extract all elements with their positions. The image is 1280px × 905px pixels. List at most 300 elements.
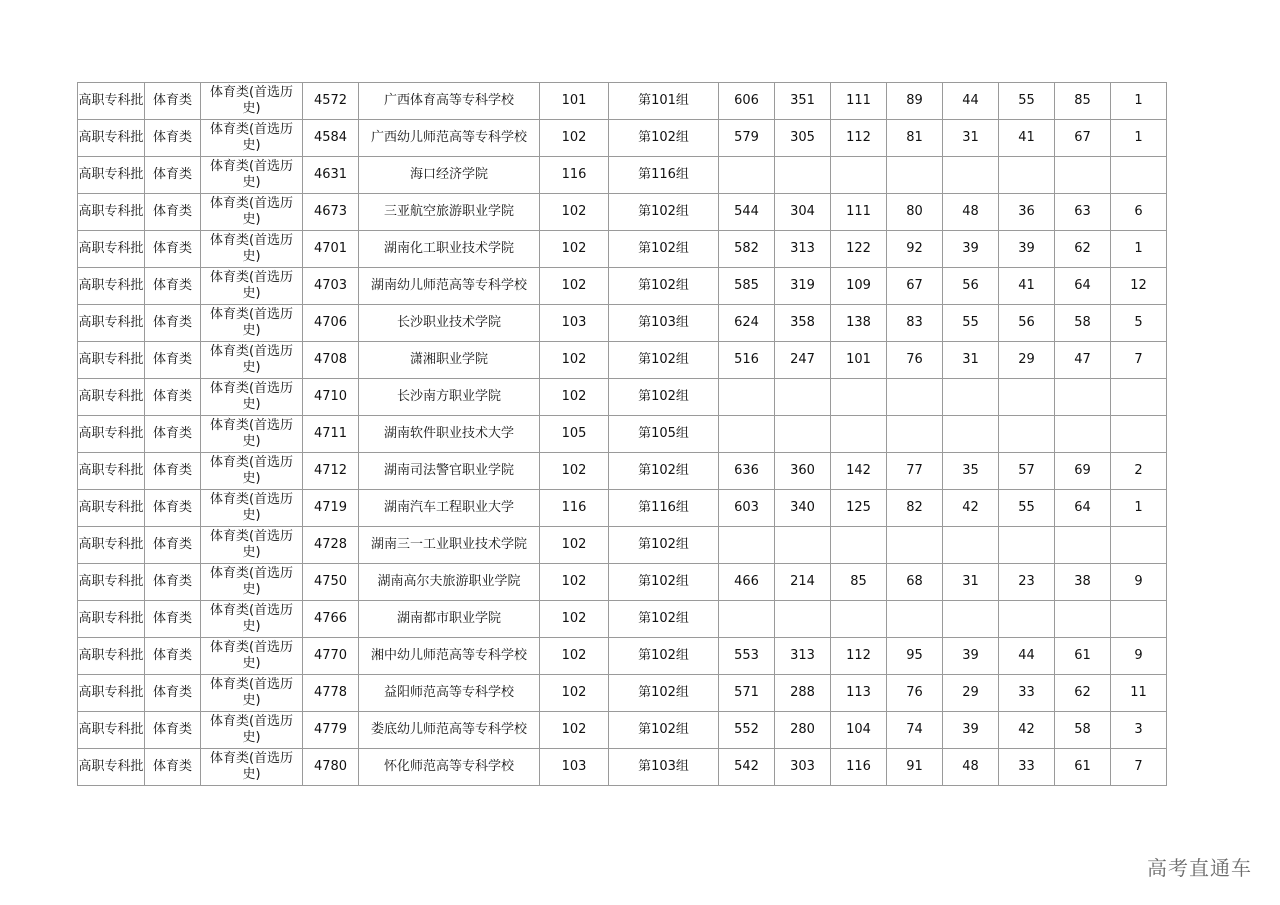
- score-cell: 31: [943, 342, 999, 379]
- group-name-cell: 第102组: [609, 712, 719, 749]
- group-name-cell: 第102组: [609, 120, 719, 157]
- score-cell: 58: [1055, 305, 1111, 342]
- table-row: [78, 416, 1167, 453]
- category-cell: 体育类: [145, 564, 201, 601]
- score-cell: 305: [775, 120, 831, 157]
- school-name-cell: 湖南三一工业职业技术学院: [359, 527, 540, 564]
- score-cell: [999, 527, 1055, 564]
- group-name-cell: 第102组: [609, 268, 719, 305]
- table-body: [78, 83, 1167, 786]
- subject-cell: 体育类(首选历史): [201, 638, 303, 675]
- table-row: [78, 749, 1167, 786]
- category-cell: 体育类: [145, 490, 201, 527]
- group-name-cell: 第102组: [609, 194, 719, 231]
- table-row: [78, 601, 1167, 638]
- table-row: [78, 490, 1167, 527]
- group-code-cell: 102: [540, 527, 609, 564]
- category-cell: 体育类: [145, 379, 201, 416]
- batch-cell: 高职专科批: [78, 268, 145, 305]
- group-code-cell: 116: [540, 157, 609, 194]
- score-cell: 33: [999, 675, 1055, 712]
- group-code-cell: 102: [540, 342, 609, 379]
- score-cell: 76: [887, 342, 943, 379]
- school-name-cell: 湖南高尔夫旅游职业学院: [359, 564, 540, 601]
- table-row: [78, 675, 1167, 712]
- score-cell: [887, 601, 943, 638]
- school-name-cell: 湖南软件职业技术大学: [359, 416, 540, 453]
- category-cell: 体育类: [145, 712, 201, 749]
- score-cell: 82: [887, 490, 943, 527]
- subject-cell: 体育类(首选历史): [201, 268, 303, 305]
- score-cell: 41: [999, 120, 1055, 157]
- score-cell: 582: [719, 231, 775, 268]
- score-cell: 80: [887, 194, 943, 231]
- group-code-cell: 102: [540, 638, 609, 675]
- count-cell: 1: [1111, 231, 1167, 268]
- school-code-cell: 4770: [303, 638, 359, 675]
- school-code-cell: 4710: [303, 379, 359, 416]
- score-cell: [1055, 157, 1111, 194]
- score-cell: 603: [719, 490, 775, 527]
- score-cell: 39: [943, 638, 999, 675]
- group-code-cell: 102: [540, 675, 609, 712]
- school-code-cell: 4712: [303, 453, 359, 490]
- score-cell: 64: [1055, 490, 1111, 527]
- group-name-cell: 第116组: [609, 157, 719, 194]
- score-cell: 23: [999, 564, 1055, 601]
- score-cell: [943, 527, 999, 564]
- school-name-cell: 广西体育高等专科学校: [359, 83, 540, 120]
- batch-cell: 高职专科批: [78, 416, 145, 453]
- school-name-cell: 湖南汽车工程职业大学: [359, 490, 540, 527]
- batch-cell: 高职专科批: [78, 379, 145, 416]
- group-name-cell: 第102组: [609, 527, 719, 564]
- score-cell: [1055, 416, 1111, 453]
- school-code-cell: 4701: [303, 231, 359, 268]
- score-cell: [831, 527, 887, 564]
- school-name-cell: 娄底幼儿师范高等专科学校: [359, 712, 540, 749]
- score-cell: 31: [943, 120, 999, 157]
- school-name-cell: 广西幼儿师范高等专科学校: [359, 120, 540, 157]
- score-cell: 95: [887, 638, 943, 675]
- score-cell: 62: [1055, 675, 1111, 712]
- school-name-cell: 湖南化工职业技术学院: [359, 231, 540, 268]
- score-cell: 340: [775, 490, 831, 527]
- score-cell: [943, 601, 999, 638]
- group-name-cell: 第101组: [609, 83, 719, 120]
- group-code-cell: 102: [540, 453, 609, 490]
- score-cell: 31: [943, 564, 999, 601]
- group-code-cell: 102: [540, 194, 609, 231]
- table-row: [78, 527, 1167, 564]
- group-name-cell: 第102组: [609, 379, 719, 416]
- score-cell: 44: [943, 83, 999, 120]
- score-cell: 101: [831, 342, 887, 379]
- score-cell: 109: [831, 268, 887, 305]
- score-cell: 42: [943, 490, 999, 527]
- school-code-cell: 4706: [303, 305, 359, 342]
- count-cell: 1: [1111, 490, 1167, 527]
- count-cell: 3: [1111, 712, 1167, 749]
- score-cell: 125: [831, 490, 887, 527]
- group-name-cell: 第116组: [609, 490, 719, 527]
- count-cell: [1111, 416, 1167, 453]
- count-cell: 7: [1111, 749, 1167, 786]
- count-cell: 11: [1111, 675, 1167, 712]
- category-cell: 体育类: [145, 638, 201, 675]
- school-code-cell: 4631: [303, 157, 359, 194]
- group-name-cell: 第102组: [609, 342, 719, 379]
- table-row: [78, 120, 1167, 157]
- score-cell: [999, 416, 1055, 453]
- subject-cell: 体育类(首选历史): [201, 379, 303, 416]
- group-name-cell: 第102组: [609, 453, 719, 490]
- score-cell: 122: [831, 231, 887, 268]
- score-cell: 56: [999, 305, 1055, 342]
- score-cell: 55: [999, 490, 1055, 527]
- count-cell: 9: [1111, 638, 1167, 675]
- score-cell: 288: [775, 675, 831, 712]
- score-cell: 55: [999, 83, 1055, 120]
- batch-cell: 高职专科批: [78, 194, 145, 231]
- score-cell: 36: [999, 194, 1055, 231]
- score-cell: 57: [999, 453, 1055, 490]
- school-code-cell: 4572: [303, 83, 359, 120]
- score-cell: [1055, 527, 1111, 564]
- count-cell: [1111, 601, 1167, 638]
- group-name-cell: 第102组: [609, 564, 719, 601]
- score-cell: [887, 416, 943, 453]
- batch-cell: 高职专科批: [78, 231, 145, 268]
- batch-cell: 高职专科批: [78, 490, 145, 527]
- score-cell: 112: [831, 638, 887, 675]
- score-cell: [887, 379, 943, 416]
- table-row: [78, 194, 1167, 231]
- score-cell: 67: [1055, 120, 1111, 157]
- score-cell: 83: [887, 305, 943, 342]
- score-cell: 247: [775, 342, 831, 379]
- table-row: [78, 342, 1167, 379]
- score-cell: 360: [775, 453, 831, 490]
- subject-cell: 体育类(首选历史): [201, 527, 303, 564]
- score-cell: 585: [719, 268, 775, 305]
- score-cell: [999, 379, 1055, 416]
- score-cell: [831, 379, 887, 416]
- school-code-cell: 4780: [303, 749, 359, 786]
- group-name-cell: 第105组: [609, 416, 719, 453]
- score-cell: 214: [775, 564, 831, 601]
- count-cell: 1: [1111, 83, 1167, 120]
- group-code-cell: 102: [540, 712, 609, 749]
- group-code-cell: 102: [540, 120, 609, 157]
- category-cell: 体育类: [145, 749, 201, 786]
- school-code-cell: 4719: [303, 490, 359, 527]
- admission-score-table: [77, 82, 1167, 786]
- category-cell: 体育类: [145, 120, 201, 157]
- category-cell: 体育类: [145, 231, 201, 268]
- score-cell: 61: [1055, 749, 1111, 786]
- batch-cell: 高职专科批: [78, 675, 145, 712]
- score-cell: 113: [831, 675, 887, 712]
- score-cell: [943, 416, 999, 453]
- batch-cell: 高职专科批: [78, 83, 145, 120]
- count-cell: 5: [1111, 305, 1167, 342]
- score-cell: 61: [1055, 638, 1111, 675]
- score-cell: 39: [999, 231, 1055, 268]
- batch-cell: 高职专科批: [78, 601, 145, 638]
- score-cell: [831, 157, 887, 194]
- score-cell: [775, 601, 831, 638]
- score-cell: 38: [1055, 564, 1111, 601]
- group-code-cell: 103: [540, 749, 609, 786]
- score-cell: 142: [831, 453, 887, 490]
- score-cell: [719, 379, 775, 416]
- group-name-cell: 第102组: [609, 601, 719, 638]
- score-cell: 85: [1055, 83, 1111, 120]
- school-name-cell: 湖南都市职业学院: [359, 601, 540, 638]
- school-name-cell: 湘中幼儿师范高等专科学校: [359, 638, 540, 675]
- category-cell: 体育类: [145, 305, 201, 342]
- table-row: [78, 453, 1167, 490]
- group-code-cell: 102: [540, 231, 609, 268]
- subject-cell: 体育类(首选历史): [201, 120, 303, 157]
- score-cell: 63: [1055, 194, 1111, 231]
- school-name-cell: 海口经济学院: [359, 157, 540, 194]
- score-cell: [775, 416, 831, 453]
- count-cell: 7: [1111, 342, 1167, 379]
- score-cell: 624: [719, 305, 775, 342]
- score-cell: 552: [719, 712, 775, 749]
- score-cell: [999, 601, 1055, 638]
- subject-cell: 体育类(首选历史): [201, 416, 303, 453]
- score-cell: 111: [831, 83, 887, 120]
- score-cell: 81: [887, 120, 943, 157]
- score-cell: 516: [719, 342, 775, 379]
- score-cell: 48: [943, 194, 999, 231]
- count-cell: 2: [1111, 453, 1167, 490]
- school-code-cell: 4728: [303, 527, 359, 564]
- group-code-cell: 105: [540, 416, 609, 453]
- count-cell: [1111, 527, 1167, 564]
- batch-cell: 高职专科批: [78, 749, 145, 786]
- group-name-cell: 第102组: [609, 675, 719, 712]
- score-cell: 116: [831, 749, 887, 786]
- score-cell: 42: [999, 712, 1055, 749]
- score-cell: 466: [719, 564, 775, 601]
- count-cell: 6: [1111, 194, 1167, 231]
- score-cell: 35: [943, 453, 999, 490]
- batch-cell: 高职专科批: [78, 305, 145, 342]
- score-cell: 55: [943, 305, 999, 342]
- score-cell: [719, 601, 775, 638]
- school-name-cell: 湖南司法警官职业学院: [359, 453, 540, 490]
- score-cell: 68: [887, 564, 943, 601]
- score-cell: [775, 157, 831, 194]
- score-cell: 313: [775, 231, 831, 268]
- score-cell: 64: [1055, 268, 1111, 305]
- score-cell: 579: [719, 120, 775, 157]
- subject-cell: 体育类(首选历史): [201, 194, 303, 231]
- score-cell: 303: [775, 749, 831, 786]
- table-row: [78, 83, 1167, 120]
- score-cell: 112: [831, 120, 887, 157]
- group-code-cell: 102: [540, 379, 609, 416]
- score-cell: 62: [1055, 231, 1111, 268]
- school-name-cell: 湖南幼儿师范高等专科学校: [359, 268, 540, 305]
- table-row: [78, 379, 1167, 416]
- table-row: [78, 305, 1167, 342]
- batch-cell: 高职专科批: [78, 453, 145, 490]
- score-cell: 29: [943, 675, 999, 712]
- school-code-cell: 4584: [303, 120, 359, 157]
- school-name-cell: 三亚航空旅游职业学院: [359, 194, 540, 231]
- score-cell: 544: [719, 194, 775, 231]
- group-name-cell: 第103组: [609, 749, 719, 786]
- group-name-cell: 第102组: [609, 231, 719, 268]
- score-cell: [943, 157, 999, 194]
- school-code-cell: 4778: [303, 675, 359, 712]
- school-code-cell: 4673: [303, 194, 359, 231]
- subject-cell: 体育类(首选历史): [201, 490, 303, 527]
- school-name-cell: 长沙职业技术学院: [359, 305, 540, 342]
- score-cell: 85: [831, 564, 887, 601]
- batch-cell: 高职专科批: [78, 527, 145, 564]
- subject-cell: 体育类(首选历史): [201, 601, 303, 638]
- group-name-cell: 第102组: [609, 638, 719, 675]
- category-cell: 体育类: [145, 342, 201, 379]
- score-cell: 351: [775, 83, 831, 120]
- category-cell: 体育类: [145, 416, 201, 453]
- category-cell: 体育类: [145, 675, 201, 712]
- score-cell: 33: [999, 749, 1055, 786]
- subject-cell: 体育类(首选历史): [201, 749, 303, 786]
- score-cell: 56: [943, 268, 999, 305]
- school-code-cell: 4779: [303, 712, 359, 749]
- score-cell: 111: [831, 194, 887, 231]
- score-cell: 280: [775, 712, 831, 749]
- score-cell: 606: [719, 83, 775, 120]
- score-cell: 304: [775, 194, 831, 231]
- score-cell: 29: [999, 342, 1055, 379]
- subject-cell: 体育类(首选历史): [201, 157, 303, 194]
- count-cell: 1: [1111, 120, 1167, 157]
- score-cell: 92: [887, 231, 943, 268]
- group-name-cell: 第103组: [609, 305, 719, 342]
- table-row: [78, 712, 1167, 749]
- school-name-cell: 怀化师范高等专科学校: [359, 749, 540, 786]
- score-cell: 47: [1055, 342, 1111, 379]
- score-cell: 48: [943, 749, 999, 786]
- subject-cell: 体育类(首选历史): [201, 675, 303, 712]
- group-code-cell: 101: [540, 83, 609, 120]
- score-cell: 636: [719, 453, 775, 490]
- score-cell: [775, 527, 831, 564]
- batch-cell: 高职专科批: [78, 157, 145, 194]
- subject-cell: 体育类(首选历史): [201, 231, 303, 268]
- score-cell: 39: [943, 712, 999, 749]
- count-cell: [1111, 379, 1167, 416]
- group-code-cell: 102: [540, 601, 609, 638]
- score-cell: [887, 157, 943, 194]
- score-cell: 553: [719, 638, 775, 675]
- score-cell: 39: [943, 231, 999, 268]
- score-cell: 58: [1055, 712, 1111, 749]
- subject-cell: 体育类(首选历史): [201, 83, 303, 120]
- score-cell: [719, 527, 775, 564]
- category-cell: 体育类: [145, 83, 201, 120]
- subject-cell: 体育类(首选历史): [201, 564, 303, 601]
- score-cell: 358: [775, 305, 831, 342]
- score-cell: [831, 416, 887, 453]
- subject-cell: 体育类(首选历史): [201, 342, 303, 379]
- subject-cell: 体育类(首选历史): [201, 453, 303, 490]
- table-row: [78, 157, 1167, 194]
- watermark-text: 高考直通车: [1147, 856, 1252, 880]
- score-cell: [831, 601, 887, 638]
- score-cell: 76: [887, 675, 943, 712]
- batch-cell: 高职专科批: [78, 638, 145, 675]
- batch-cell: 高职专科批: [78, 712, 145, 749]
- score-cell: 104: [831, 712, 887, 749]
- count-cell: 9: [1111, 564, 1167, 601]
- category-cell: 体育类: [145, 527, 201, 564]
- group-code-cell: 116: [540, 490, 609, 527]
- score-cell: 313: [775, 638, 831, 675]
- count-cell: [1111, 157, 1167, 194]
- subject-cell: 体育类(首选历史): [201, 712, 303, 749]
- batch-cell: 高职专科批: [78, 120, 145, 157]
- subject-cell: 体育类(首选历史): [201, 305, 303, 342]
- score-cell: [719, 157, 775, 194]
- score-cell: 74: [887, 712, 943, 749]
- school-name-cell: 潇湘职业学院: [359, 342, 540, 379]
- group-code-cell: 102: [540, 564, 609, 601]
- school-code-cell: 4711: [303, 416, 359, 453]
- score-cell: [1055, 379, 1111, 416]
- table-row: [78, 638, 1167, 675]
- school-code-cell: 4750: [303, 564, 359, 601]
- score-cell: [943, 379, 999, 416]
- score-cell: [719, 416, 775, 453]
- group-code-cell: 103: [540, 305, 609, 342]
- score-cell: 69: [1055, 453, 1111, 490]
- category-cell: 体育类: [145, 601, 201, 638]
- school-name-cell: 益阳师范高等专科学校: [359, 675, 540, 712]
- score-cell: 77: [887, 453, 943, 490]
- count-cell: 12: [1111, 268, 1167, 305]
- score-cell: 91: [887, 749, 943, 786]
- score-cell: 138: [831, 305, 887, 342]
- score-cell: [999, 157, 1055, 194]
- category-cell: 体育类: [145, 453, 201, 490]
- school-name-cell: 长沙南方职业学院: [359, 379, 540, 416]
- score-cell: [887, 527, 943, 564]
- score-cell: 542: [719, 749, 775, 786]
- school-code-cell: 4703: [303, 268, 359, 305]
- school-code-cell: 4766: [303, 601, 359, 638]
- batch-cell: 高职专科批: [78, 342, 145, 379]
- score-cell: 44: [999, 638, 1055, 675]
- score-cell: 571: [719, 675, 775, 712]
- school-code-cell: 4708: [303, 342, 359, 379]
- table-row: [78, 231, 1167, 268]
- batch-cell: 高职专科批: [78, 564, 145, 601]
- score-cell: [775, 379, 831, 416]
- category-cell: 体育类: [145, 157, 201, 194]
- category-cell: 体育类: [145, 194, 201, 231]
- group-code-cell: 102: [540, 268, 609, 305]
- score-cell: [1055, 601, 1111, 638]
